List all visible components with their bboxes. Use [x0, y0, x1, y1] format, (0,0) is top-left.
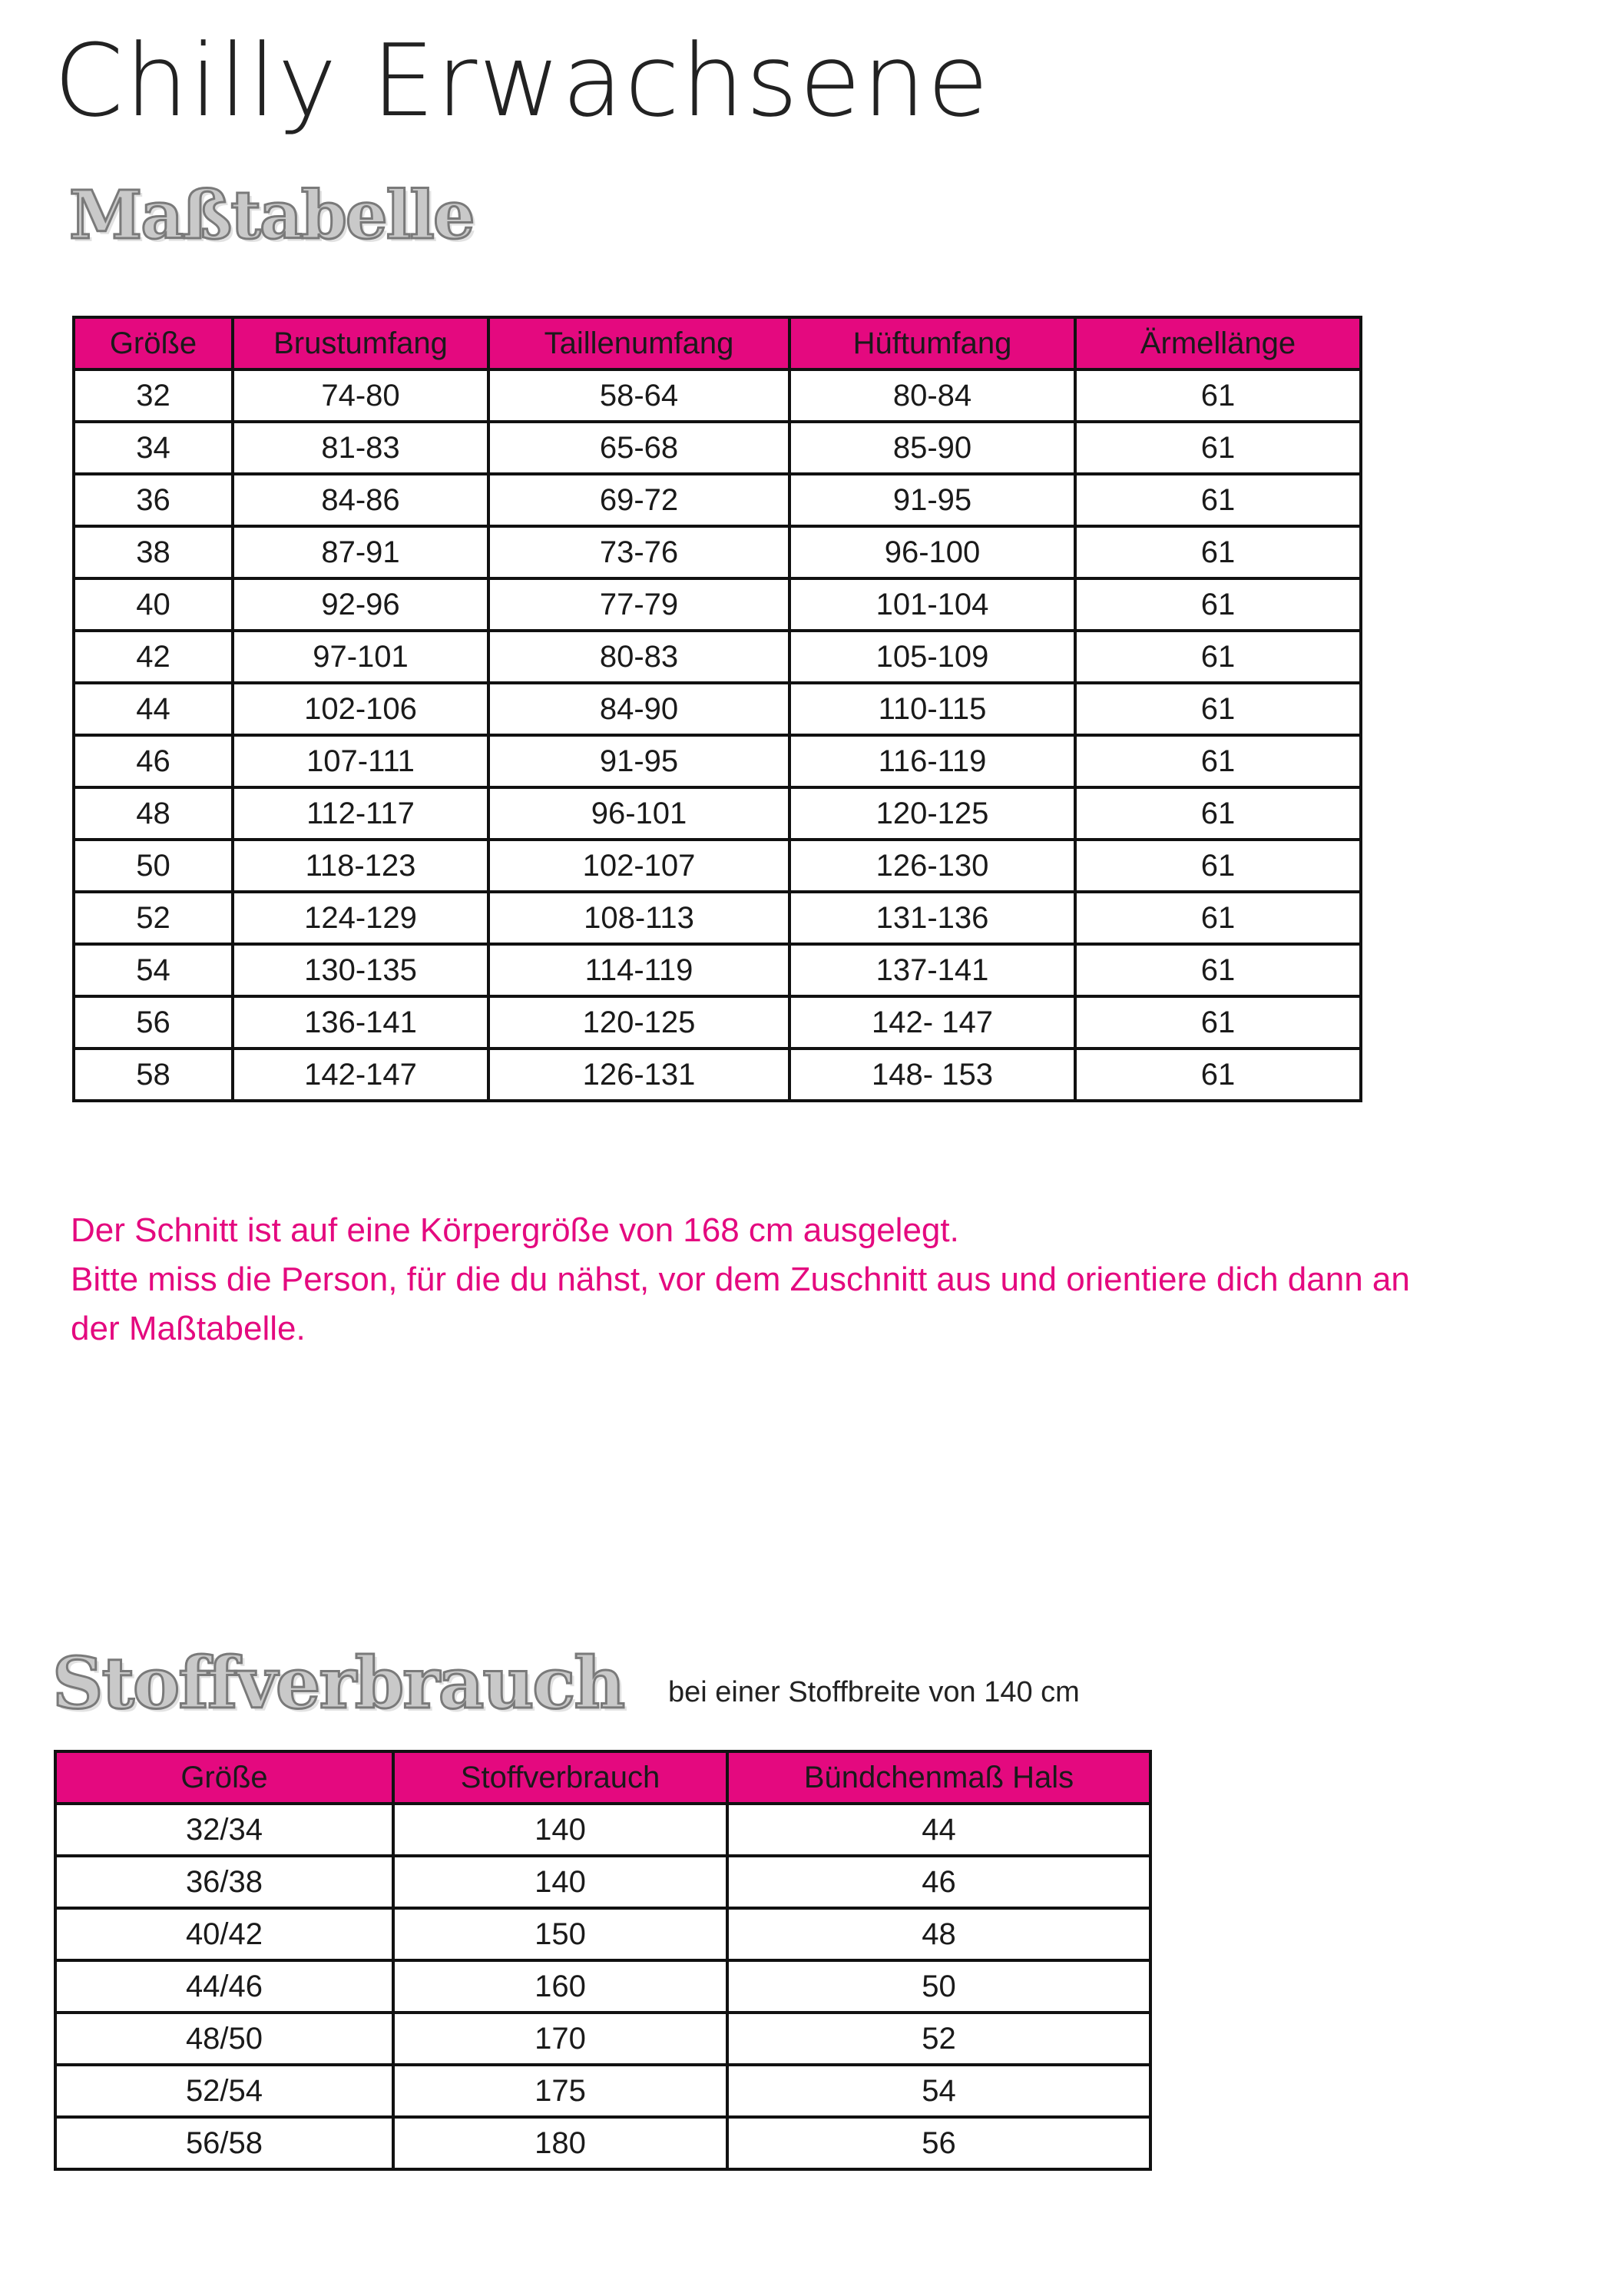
table-cell: 148- 153 — [789, 1049, 1075, 1101]
table-cell: 108-113 — [488, 892, 789, 944]
table-cell: 48/50 — [55, 2013, 393, 2065]
table-cell: 34 — [74, 422, 233, 474]
table-cell: 92-96 — [233, 578, 488, 631]
table-cell: 61 — [1075, 369, 1361, 422]
table-cell: 91-95 — [488, 735, 789, 787]
table-cell: 102-107 — [488, 840, 789, 892]
table-cell: 87-91 — [233, 526, 488, 578]
table-cell: 40/42 — [55, 1908, 393, 1960]
table-row — [74, 422, 1361, 474]
table-cell: 32 — [74, 369, 233, 422]
table-cell: 84-86 — [233, 474, 488, 526]
table-cell: 44 — [74, 683, 233, 735]
size-table-header-row — [74, 317, 1361, 369]
table-row — [55, 1856, 1150, 1908]
table-cell: 44/46 — [55, 1960, 393, 2013]
table-cell: 80-84 — [789, 369, 1075, 422]
table-cell: 61 — [1075, 787, 1361, 840]
table-cell: 116-119 — [789, 735, 1075, 787]
table-cell: 54 — [74, 944, 233, 996]
fabric-width-note: bei einer Stoffbreite von 140 cm — [668, 1676, 1080, 1708]
table-cell: 118-123 — [233, 840, 488, 892]
table-cell: 85-90 — [789, 422, 1075, 474]
size-table-header: Hüftumfang — [789, 317, 1075, 369]
note-line: Bitte miss die Person, für die du nähst, vor dem Zuschnitt aus und orientiere dich dann an — [71, 1261, 1410, 1298]
table-cell: 61 — [1075, 1049, 1361, 1101]
table-cell: 50 — [727, 1960, 1150, 2013]
table-cell: 137-141 — [789, 944, 1075, 996]
table-cell: 142- 147 — [789, 996, 1075, 1049]
fabric-table — [54, 1750, 1152, 2171]
fabric-table-header: Größe — [55, 1751, 393, 1804]
table-cell: 96-100 — [789, 526, 1075, 578]
table-cell: 61 — [1075, 892, 1361, 944]
note-line: Der Schnitt ist auf eine Körpergröße von 168 cm ausgelegt. — [71, 1211, 959, 1249]
table-cell: 56 — [727, 2117, 1150, 2169]
fabric-table-header-row — [55, 1751, 1150, 1804]
table-cell: 69-72 — [488, 474, 789, 526]
table-cell: 124-129 — [233, 892, 488, 944]
table-row — [55, 1960, 1150, 2013]
table-cell: 110-115 — [789, 683, 1075, 735]
table-cell: 101-104 — [789, 578, 1075, 631]
table-cell: 120-125 — [789, 787, 1075, 840]
table-cell: 61 — [1075, 996, 1361, 1049]
table-cell: 80-83 — [488, 631, 789, 683]
table-cell: 42 — [74, 631, 233, 683]
table-cell: 44 — [727, 1804, 1150, 1856]
table-cell: 81-83 — [233, 422, 488, 474]
table-cell: 48 — [74, 787, 233, 840]
table-cell: 61 — [1075, 474, 1361, 526]
table-cell: 50 — [74, 840, 233, 892]
table-cell: 32/34 — [55, 1804, 393, 1856]
table-cell: 120-125 — [488, 996, 789, 1049]
table-cell: 77-79 — [488, 578, 789, 631]
fabric-table-header: Stoffverbrauch — [393, 1751, 727, 1804]
table-cell: 52/54 — [55, 2065, 393, 2117]
table-row — [74, 369, 1361, 422]
table-cell: 36/38 — [55, 1856, 393, 1908]
table-cell: 105-109 — [789, 631, 1075, 683]
table-cell: 61 — [1075, 526, 1361, 578]
table-cell: 56 — [74, 996, 233, 1049]
size-table-header: Taillenumfang — [488, 317, 789, 369]
table-row — [55, 2065, 1150, 2117]
table-cell: 36 — [74, 474, 233, 526]
table-row — [74, 683, 1361, 735]
table-cell: 140 — [393, 1804, 727, 1856]
table-row — [74, 526, 1361, 578]
table-cell: 73-76 — [488, 526, 789, 578]
table-cell: 52 — [727, 2013, 1150, 2065]
table-row — [74, 474, 1361, 526]
table-cell: 61 — [1075, 631, 1361, 683]
table-cell: 131-136 — [789, 892, 1075, 944]
table-row — [55, 1908, 1150, 1960]
table-row — [74, 892, 1361, 944]
table-row — [74, 787, 1361, 840]
table-cell: 58-64 — [488, 369, 789, 422]
table-cell: 61 — [1075, 683, 1361, 735]
table-cell: 56/58 — [55, 2117, 393, 2169]
table-row — [74, 996, 1361, 1049]
table-cell: 61 — [1075, 735, 1361, 787]
table-cell: 40 — [74, 578, 233, 631]
table-cell: 46 — [74, 735, 233, 787]
table-cell: 126-130 — [789, 840, 1075, 892]
table-row — [55, 2117, 1150, 2169]
page-title: Chilly Erwachsene — [54, 22, 991, 139]
table-cell: 84-90 — [488, 683, 789, 735]
fabric-table-header: Bündchenmaß Hals — [727, 1751, 1150, 1804]
table-cell: 114-119 — [488, 944, 789, 996]
section-heading-stoffverbrauch: Stoffverbrauch — [52, 1642, 624, 1724]
table-cell: 175 — [393, 2065, 727, 2117]
table-cell: 91-95 — [789, 474, 1075, 526]
table-cell: 112-117 — [233, 787, 488, 840]
table-cell: 58 — [74, 1049, 233, 1101]
table-cell: 96-101 — [488, 787, 789, 840]
table-row — [55, 2013, 1150, 2065]
table-cell: 126-131 — [488, 1049, 789, 1101]
table-cell: 38 — [74, 526, 233, 578]
table-cell: 136-141 — [233, 996, 488, 1049]
table-cell: 61 — [1075, 840, 1361, 892]
table-cell: 48 — [727, 1908, 1150, 1960]
table-row — [74, 735, 1361, 787]
table-cell: 52 — [74, 892, 233, 944]
table-cell: 46 — [727, 1856, 1150, 1908]
table-cell: 61 — [1075, 944, 1361, 996]
size-table — [72, 316, 1362, 1102]
table-cell: 54 — [727, 2065, 1150, 2117]
table-row — [74, 840, 1361, 892]
pattern-note — [71, 1206, 1568, 1353]
table-cell: 130-135 — [233, 944, 488, 996]
table-cell: 74-80 — [233, 369, 488, 422]
table-cell: 61 — [1075, 578, 1361, 631]
table-cell: 150 — [393, 1908, 727, 1960]
table-cell: 160 — [393, 1960, 727, 2013]
table-row — [74, 631, 1361, 683]
size-table-header: Ärmellänge — [1075, 317, 1361, 369]
table-row — [74, 944, 1361, 996]
size-table-header: Größe — [74, 317, 233, 369]
table-row — [74, 1049, 1361, 1101]
table-cell: 107-111 — [233, 735, 488, 787]
table-cell: 170 — [393, 2013, 727, 2065]
table-row — [55, 1804, 1150, 1856]
table-cell: 61 — [1075, 422, 1361, 474]
table-row — [74, 578, 1361, 631]
table-cell: 180 — [393, 2117, 727, 2169]
size-table-header: Brustumfang — [233, 317, 488, 369]
table-cell: 142-147 — [233, 1049, 488, 1101]
table-cell: 140 — [393, 1856, 727, 1908]
table-cell: 97-101 — [233, 631, 488, 683]
section-heading-masstabelle: Maßtabelle — [69, 177, 474, 254]
table-cell: 65-68 — [488, 422, 789, 474]
table-cell: 102-106 — [233, 683, 488, 735]
note-line: der Maßtabelle. — [71, 1310, 306, 1347]
